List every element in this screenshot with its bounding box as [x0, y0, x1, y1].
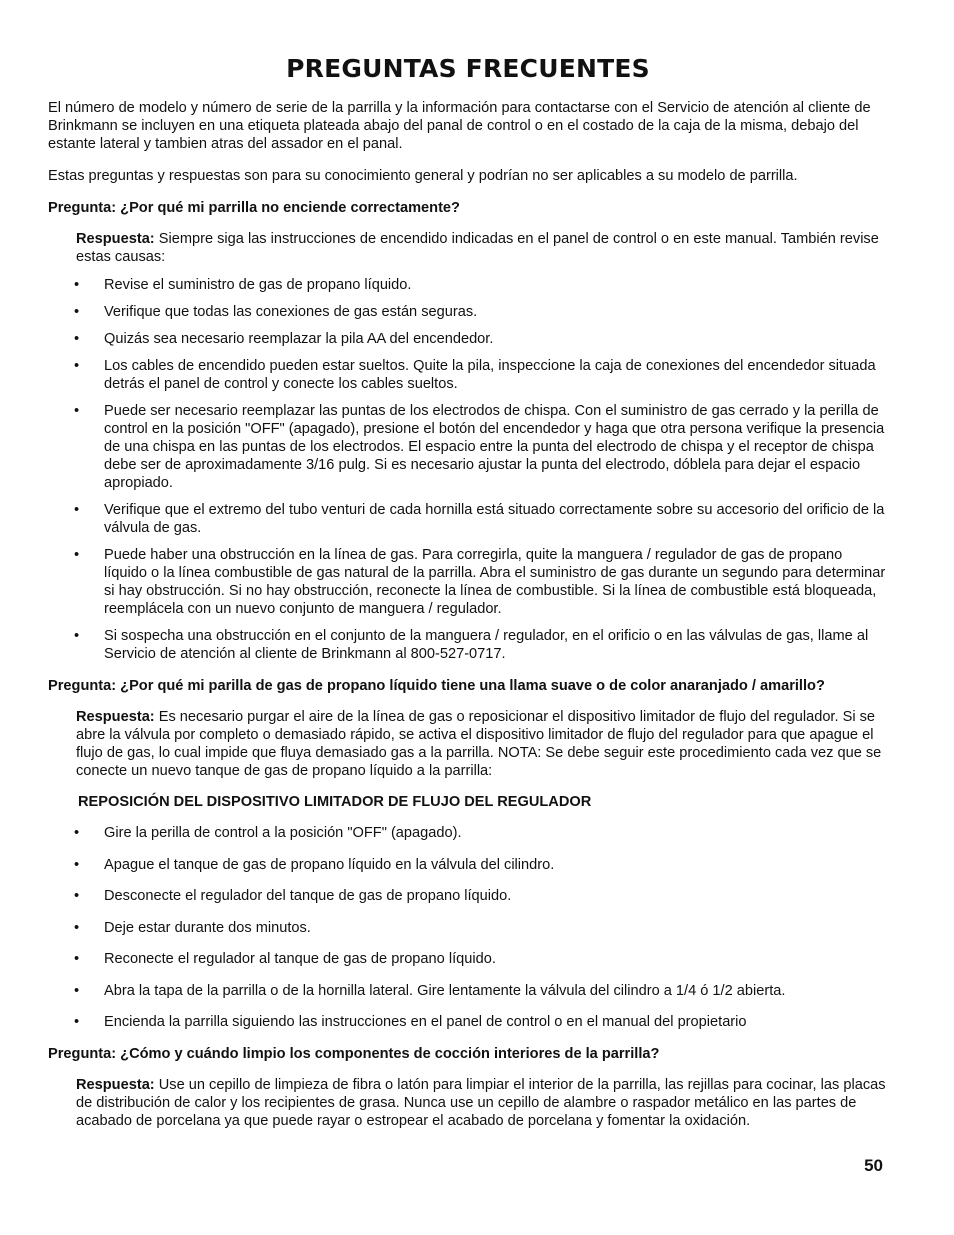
list-item-text: Deje estar durante dos minutos.: [104, 919, 311, 936]
page-number: 50: [864, 1156, 883, 1175]
answer-label: Respuesta:: [76, 231, 155, 247]
bullet-marker: •: [74, 825, 80, 841]
intro-paragraph: Estas preguntas y respuestas son para su conocimiento general y podrían no ser aplicables a su modelo de parrilla.: [48, 168, 798, 184]
procedure-heading: REPOSICIÓN DEL DISPOSITIVO LIMITADOR DE FLUJO DEL REGULADOR: [78, 794, 592, 810]
list-item-text: Reconecte el regulador al tanque de gas de propano líquido.: [104, 951, 496, 967]
bullet-marker: •: [74, 547, 80, 563]
bullet-marker: •: [74, 1014, 80, 1030]
bullet-marker: •: [74, 951, 80, 967]
manual-page: [48, 48, 888, 1130]
answer-paragraph: [76, 1076, 888, 1130]
bullet-marker: •: [74, 403, 80, 419]
answer-label: Respuesta:: [76, 1077, 155, 1093]
list-item: [48, 501, 888, 537]
list-item: [48, 303, 888, 321]
answer-label: Respuesta:: [76, 709, 155, 725]
list-item: [48, 276, 888, 294]
list-item: [48, 824, 888, 842]
question-heading: Pregunta: ¿Cómo y cuándo limpio los componentes de cocción interiores de la parrilla?: [48, 1046, 660, 1062]
list-item: [48, 546, 888, 618]
answer-paragraph: [76, 230, 888, 266]
list-item-text: Desconecte el regulador del tanque de gas de propano líquido.: [104, 888, 512, 904]
question-heading: Pregunta: ¿Por qué mi parilla de gas de propano líquido tiene una llama suave o de color anaranjado / amarillo?: [48, 678, 825, 694]
question-heading: Pregunta: ¿Por qué mi parrilla no enciende correctamente?: [48, 200, 460, 216]
bullet-marker: •: [74, 888, 80, 904]
bullet-marker: •: [74, 304, 80, 320]
intro-paragraph: El número de modelo y número de serie de la parrilla y la información para contactarse con el Servicio de atención al cliente de Brinkmann se incluyen en una etiqueta plateada abajo del panal de control o en el costado de la caja de la misma, debajo del estante lateral y tambien atras del assador en el panal.: [48, 100, 871, 152]
list-item: [48, 887, 888, 905]
list-item-text: Verifique que el extremo del tubo venturi de cada hornilla está situado correctamente sobre su accesorio del orificio de la válvula de gas.: [104, 502, 885, 536]
list-item: [48, 856, 888, 874]
bullet-marker: •: [74, 919, 80, 936]
bullet-marker: •: [74, 277, 80, 293]
list-item: [48, 982, 888, 1000]
list-item: [48, 627, 888, 663]
list-item: [48, 330, 888, 348]
bullet-marker: •: [74, 331, 80, 347]
answer-paragraph: [76, 708, 888, 780]
page-title: PREGUNTAS FRECUENTES: [286, 54, 650, 83]
list-item-text: Puede haber una obstrucción en la línea de gas. Para corregirla, quite la manguera / regulador de gas de propano líquido o la línea combustible de gas natural de la parrilla. Abra el suministro de gas durante un segundo para determinar si hay obstrucción. Si no hay obstrucción, reconecte la línea de combustible. Si la línea de combustible está bloqueada, reemplácela con un nuevo conjunto de manguera / regulador.: [104, 547, 886, 617]
bullet-marker: •: [74, 502, 80, 518]
list-item-text: Quizás sea necesario reemplazar la pila AA del encendedor.: [104, 331, 494, 347]
list-item-text: Abra la tapa de la parrilla o de la hornilla lateral. Gire lentamente la válvula del cilindro a 1/4 ó 1/2 abierta.: [104, 982, 786, 999]
list-item-text: Revise el suministro de gas de propano líquido.: [104, 277, 412, 293]
list-item-text: Encienda la parrilla siguiendo las instrucciones en el panel de control o en el manual del propietario: [104, 1014, 747, 1030]
list-item: [48, 919, 888, 937]
bullet-marker: •: [74, 856, 80, 873]
answer-text: Siempre siga las instrucciones de encendido indicadas en el panel de control o en este manual. También revise estas causas:: [76, 231, 879, 265]
list-item-text: Apague el tanque de gas de propano líquido en la válvula del cilindro.: [104, 856, 555, 873]
bullet-marker: •: [74, 628, 80, 644]
list-item: [48, 402, 888, 492]
causes-list: [48, 276, 888, 663]
list-item: [48, 950, 888, 968]
list-item-text: Los cables de encendido pueden estar sueltos. Quite la pila, inspeccione la caja de conexiones del encendedor situada detrás el panel de control y conecte los cables sueltos.: [104, 358, 876, 392]
list-item: [48, 357, 888, 393]
list-item: [48, 1013, 888, 1031]
list-item-text: Si sospecha una obstrucción en el conjunto de la manguera / regulador, en el orificio o en las válvulas de gas, llame al Servicio de atención al cliente de Brinkmann al 800-527-0717.: [104, 628, 869, 662]
answer-text: Use un cepillo de limpieza de fibra o latón para limpiar el interior de la parrilla, las rejillas para cocinar, las placas de distribución de calor y los recipientes de grasa. Nunca use un cepillo de alambre o raspador metálico en las partes de acabado de porcelana ya que puede rayar o estropear el acabado de porcelana y fomentar la oxidación.: [76, 1077, 886, 1129]
list-item-text: Verifique que todas las conexiones de gas están seguras.: [104, 304, 478, 320]
bullet-marker: •: [74, 982, 80, 999]
list-item-text: Puede ser necesario reemplazar las puntas de los electrodos de chispa. Con el suministro de gas cerrado y la perilla de control en la posición "OFF" (apagado), presione el botón del encendedor y haga que otra persona verifique la presencia de una chispa en las puntas de los electrodos. El espacio entre la punta del electrodo de chispa y el receptor de chispa debe ser de aproximadamente 3/16 pulg. Si es necesario ajustar la punta del electrodo, dóblela para dejar el espacio apropiado.: [104, 403, 885, 491]
list-item-text: Gire la perilla de control a la posición "OFF" (apagado).: [104, 825, 462, 841]
bullet-marker: •: [74, 358, 80, 374]
answer-text: Es necesario purgar el aire de la línea de gas o reposicionar el dispositivo limitador de flujo del regulador. Si se abre la válvula por completo o demasiado rápido, se activa el dispositivo limitador de flujo del regulador para que apague el flujo de gas, lo cual impide que fluya demasiado gas a la parrilla. NOTA: Se debe seguir este procedimiento cada vez que se conecte un nuevo tanque de gas de propano líquido a la parrilla:: [76, 709, 882, 779]
procedure-steps-list: [48, 824, 888, 1031]
